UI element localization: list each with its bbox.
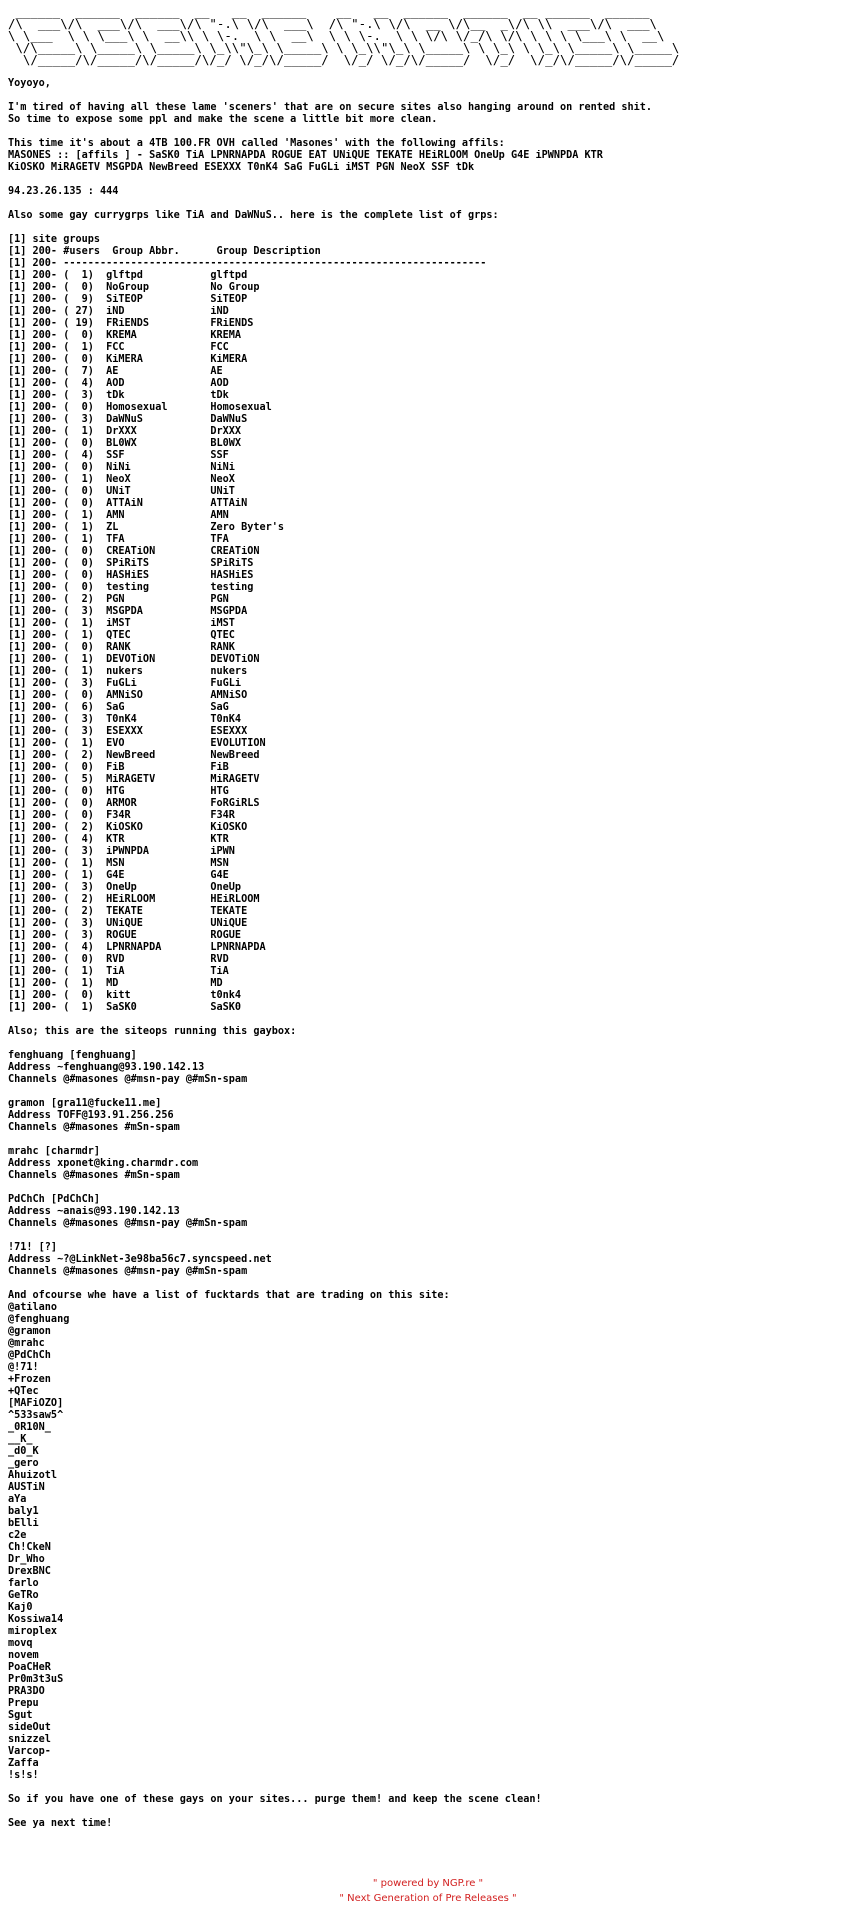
group-row: [1] 200- ( 19) FRiENDS FRiENDS xyxy=(8,318,254,329)
groups-header-title: [1] site groups xyxy=(8,234,101,245)
trader-nick: _0R10N_ xyxy=(8,1422,51,1433)
siteop-channels: Channels @#masones @#msn-pay @#mSn-spam xyxy=(8,1266,248,1277)
footer-powered-by: " powered by NGP.re " xyxy=(372,1878,484,1889)
group-row: [1] 200- ( 0) CREATiON CREATiON xyxy=(8,546,260,557)
siteop-entry xyxy=(8,1242,848,1290)
group-row: [1] 200- ( 1) iMST iMST xyxy=(8,618,235,629)
group-row: [1] 200- ( 2) KiOSKO KiOSKO xyxy=(8,822,248,833)
group-row: [1] 200- ( 5) MiRAGETV MiRAGETV xyxy=(8,774,260,785)
group-row: [1] 200- ( 1) FCC FCC xyxy=(8,342,229,353)
group-row: [1] 200- ( 0) RANK RANK xyxy=(8,642,235,653)
group-row: [1] 200- ( 0) testing testing xyxy=(8,582,254,593)
group-row: [1] 200- ( 4) LPNRNAPDA LPNRNAPDA xyxy=(8,942,266,953)
trader-nick: Zaffa xyxy=(8,1758,39,1769)
group-row: [1] 200- ( 0) F34R F34R xyxy=(8,810,235,821)
group-row: [1] 200- ( 0) BL0WX BL0WX xyxy=(8,438,242,449)
group-row: [1] 200- ( 1) SaSK0 SaSK0 xyxy=(8,1002,242,1013)
siteop-address: Address ~anais@93.190.142.13 xyxy=(8,1206,180,1217)
server-address: 94.23.26.135 : 444 xyxy=(8,186,119,197)
group-row: [1] 200- ( 1) EVO EVOLUTION xyxy=(8,738,266,749)
group-row: [1] 200- ( 3) iPWNPDA iPWN xyxy=(8,846,235,857)
group-row: [1] 200- ( 0) HASHiES HASHiES xyxy=(8,570,254,581)
groups-header-divider: [1] 200- --------------------------------------------------------------------- xyxy=(8,258,487,269)
intro-line-2: So time to expose some ppl and make the scene a little bit more clean. xyxy=(8,114,438,125)
siteop-spacer xyxy=(8,1134,848,1146)
trader-nick: GeTRo xyxy=(8,1590,39,1601)
group-row: [1] 200- ( 0) UNiT UNiT xyxy=(8,486,235,497)
group-row: [1] 200- ( 0) ARMOR FoRGiRLS xyxy=(8,798,260,809)
siteops-intro: Also; this are the siteops running this gaybox: xyxy=(8,1026,297,1037)
trader-nick: DrexBNC xyxy=(8,1566,51,1577)
trader-nick: Pr0m3t3uS xyxy=(8,1674,64,1685)
group-row: [1] 200- ( 3) MSGPDA MSGPDA xyxy=(8,606,248,617)
trader-nick: _d0_K xyxy=(8,1446,39,1457)
siteop-channels: Channels @#masones #mSn-spam xyxy=(8,1170,180,1181)
group-row: [1] 200- ( 3) DaWNuS DaWNuS xyxy=(8,414,248,425)
traders-intro: And ofcourse whe have a list of fucktards that are trading on this site: xyxy=(8,1290,450,1301)
trader-nick: !s!s! xyxy=(8,1770,39,1781)
greeting: Yoyoyo, xyxy=(8,78,51,89)
groups-header-columns: [1] 200- #users Group Abbr. Group Description xyxy=(8,246,321,257)
group-row: [1] 200- ( 1) AMN AMN xyxy=(8,510,229,521)
group-row: [1] 200- ( 1) ZL Zero Byter's xyxy=(8,522,285,533)
group-row: [1] 200- ( 1) MD MD xyxy=(8,978,223,989)
siteop-spacer xyxy=(8,1086,848,1098)
siteop-entry xyxy=(8,1194,848,1242)
trader-nick: Ch!CkeN xyxy=(8,1542,51,1553)
group-row: [1] 200- ( 4) AOD AOD xyxy=(8,378,229,389)
trader-nick: c2e xyxy=(8,1530,27,1541)
trader-nick: Kossiwa14 xyxy=(8,1614,64,1625)
siteop-spacer xyxy=(8,1182,848,1194)
group-row: [1] 200- ( 4) KTR KTR xyxy=(8,834,229,845)
siteop-entry xyxy=(8,1050,848,1098)
siteop-address: Address xponet@king.charmdr.com xyxy=(8,1158,199,1169)
trader-nick: Kaj0 xyxy=(8,1602,33,1613)
group-row: [1] 200- ( 0) HTG HTG xyxy=(8,786,229,797)
group-row: [1] 200- ( 1) DrXXX DrXXX xyxy=(8,426,242,437)
trader-nick: +Frozen xyxy=(8,1374,51,1385)
siteop-name: fenghuang [fenghuang] xyxy=(8,1050,137,1061)
trader-nick: Varcop- xyxy=(8,1746,51,1757)
trader-nick: Prepu xyxy=(8,1698,39,1709)
trader-nick: novem xyxy=(8,1650,39,1661)
site-footer xyxy=(0,1876,856,1906)
group-row: [1] 200- ( 0) Homosexual Homosexual xyxy=(8,402,272,413)
trader-nick: @atilano xyxy=(8,1302,58,1313)
trader-nick: Ahuizotl xyxy=(8,1470,58,1481)
footer-tagline: " Next Generation of Pre Releases " xyxy=(339,1893,517,1904)
purge-line: So if you have one of these gays on your sites... purge them! and keep the scene clean! xyxy=(8,1794,542,1805)
siteop-name: gramon [gra11@fucke11.me] xyxy=(8,1098,162,1109)
group-row: [1] 200- ( 1) nukers nukers xyxy=(8,666,248,677)
siteop-channels: Channels @#masones #mSn-spam xyxy=(8,1122,180,1133)
bye-line: See ya next time! xyxy=(8,1818,113,1829)
group-row: [1] 200- ( 4) SSF SSF xyxy=(8,450,229,461)
group-row: [1] 200- ( 1) QTEC QTEC xyxy=(8,630,235,641)
trader-nick: Dr_Who xyxy=(8,1554,45,1565)
intro-line-1: I'm tired of having all these lame 'sceners' that are on secure sites also hanging around on rented shit. xyxy=(8,102,653,113)
trader-nick: PRA3DO xyxy=(8,1686,45,1697)
affils-line-1: MASONES :: [affils ] - SaSK0 TiA LPNRNAPDA ROGUE EAT UNiQUE TEKATE HEiRLOOM OneUp G4E iPWNPDA KTR xyxy=(8,150,603,161)
group-row: [1] 200- ( 27) iND iND xyxy=(8,306,229,317)
siteop-address: Address ~fenghuang@93.190.142.13 xyxy=(8,1062,205,1073)
trader-nick: @fenghuang xyxy=(8,1314,70,1325)
group-row: [1] 200- ( 0) NoGroup No Group xyxy=(8,282,260,293)
group-row: [1] 200- ( 1) TiA TiA xyxy=(8,966,229,977)
trader-nick: bElli xyxy=(8,1518,39,1529)
intro-line-3: This time it's about a 4TB 100.FR OVH called 'Masones' with the following affils: xyxy=(8,138,505,149)
group-row: [1] 200- ( 3) OneUp OneUp xyxy=(8,882,242,893)
trader-nick: PoaCHeR xyxy=(8,1662,51,1673)
trader-nick: +QTec xyxy=(8,1386,39,1397)
group-row: [1] 200- ( 9) SiTEOP SiTEOP xyxy=(8,294,248,305)
group-row: [1] 200- ( 0) kitt t0nk4 xyxy=(8,990,242,1001)
trader-nick: movq xyxy=(8,1638,33,1649)
siteop-spacer xyxy=(8,1230,848,1242)
siteop-channels: Channels @#masones @#msn-pay @#mSn-spam xyxy=(8,1218,248,1229)
trader-nick: @PdChCh xyxy=(8,1350,51,1361)
trader-nick: farlo xyxy=(8,1578,39,1589)
trader-nick: snizzel xyxy=(8,1734,51,1745)
siteop-entry xyxy=(8,1146,848,1194)
group-row: [1] 200- ( 1) MSN MSN xyxy=(8,858,229,869)
group-row: [1] 200- ( 1) NeoX NeoX xyxy=(8,474,235,485)
affils-line-2: KiOSKO MiRAGETV MSGPDA NewBreed ESEXXX T0nK4 SaG FuGLi iMST PGN NeoX SSF tDk xyxy=(8,162,475,173)
group-row: [1] 200- ( 0) ATTAiN ATTAiN xyxy=(8,498,248,509)
trader-nick: __K_ xyxy=(8,1434,33,1445)
trader-nick: @!71! xyxy=(8,1362,39,1373)
group-row: [1] 200- ( 1) G4E G4E xyxy=(8,870,229,881)
group-row: [1] 200- ( 6) SaG SaG xyxy=(8,702,229,713)
trader-list xyxy=(8,1302,848,1782)
trader-nick: baly1 xyxy=(8,1506,39,1517)
trader-nick: [MAFiOZO] xyxy=(8,1398,64,1409)
group-row: [1] 200- ( 2) NewBreed NewBreed xyxy=(8,750,260,761)
trader-nick: aYa xyxy=(8,1494,27,1505)
siteop-address: Address TOFF@193.91.256.256 xyxy=(8,1110,174,1121)
trader-nick: _gero xyxy=(8,1458,39,1469)
siteop-spacer xyxy=(8,1278,848,1290)
trader-nick: Sgut xyxy=(8,1710,33,1721)
group-row: [1] 200- ( 3) T0nK4 T0nK4 xyxy=(8,714,242,725)
siteop-name: !71! [?] xyxy=(8,1242,58,1253)
groups-listing xyxy=(8,234,848,1014)
group-row: [1] 200- ( 3) ESEXXX ESEXXX xyxy=(8,726,248,737)
group-row: [1] 200- ( 0) KREMA KREMA xyxy=(8,330,242,341)
group-row: [1] 200- ( 3) tDk tDk xyxy=(8,390,229,401)
trader-nick: @mrahc xyxy=(8,1338,45,1349)
group-row: [1] 200- ( 3) FuGLi FuGLi xyxy=(8,678,242,689)
group-row: [1] 200- ( 0) FiB FiB xyxy=(8,762,229,773)
group-row: [1] 200- ( 0) NiNi NiNi xyxy=(8,462,235,473)
siteop-entry xyxy=(8,1098,848,1146)
group-row: [1] 200- ( 2) TEKATE TEKATE xyxy=(8,906,248,917)
groups-intro: Also some gay currygrps like TiA and DaWNuS.. here is the complete list of grps: xyxy=(8,210,499,221)
siteop-name: PdChCh [PdChCh] xyxy=(8,1194,101,1205)
group-row: [1] 200- ( 2) HEiRLOOM HEiRLOOM xyxy=(8,894,260,905)
group-row: [1] 200- ( 0) KiMERA KiMERA xyxy=(8,354,248,365)
group-row: [1] 200- ( 3) ROGUE ROGUE xyxy=(8,930,242,941)
trader-nick: miroplex xyxy=(8,1626,58,1637)
group-row: [1] 200- ( 0) AMNiSO AMNiSO xyxy=(8,690,248,701)
scene-notice-logo: ______ ______ ______ __ __ ______ __ __ ______ ______ __ ______ ______ /\ ___\/\ ___\/\ ___\/\ "-.\ \/\ ___\ /\ "-.\ \/\ __ \/\__ _\/\ \\ ___\/\ ___\ \ \___ \ \ \___\ \ __\\ \ \-. \ \ __\ \ \ \-. \ \ \/\ \/_/\ \/\ \ \ \ \___\ \ __\ \/\_____\ \_____\ \_____\ \_\\"\_\ \_____\ \ \_\\"\_\ \_____\ \ \_\ \ \_\ \_____\ \_____\ \/_____/\/_____/\/_____/\/_/ \/_/\/_____/ \/_/ \/_/\/_____/ \/_/ \/_/\/_____/\/_____/ xyxy=(8,4,680,67)
group-row: [1] 200- ( 0) SPiRiTS SPiRiTS xyxy=(8,558,254,569)
nfo-document xyxy=(8,6,848,1830)
siteop-list xyxy=(8,1050,848,1290)
trader-nick: @gramon xyxy=(8,1326,51,1337)
trader-nick: sideOut xyxy=(8,1722,51,1733)
group-row: [1] 200- ( 1) DEVOTiON DEVOTiON xyxy=(8,654,260,665)
siteop-name: mrahc [charmdr] xyxy=(8,1146,101,1157)
trader-nick: AUSTiN xyxy=(8,1482,45,1493)
group-row: [1] 200- ( 2) PGN PGN xyxy=(8,594,229,605)
group-row: [1] 200- ( 7) AE AE xyxy=(8,366,223,377)
group-row: [1] 200- ( 0) RVD RVD xyxy=(8,954,229,965)
group-row: [1] 200- ( 1) TFA TFA xyxy=(8,534,229,545)
siteop-address: Address ~?@LinkNet-3e98ba56c7.syncspeed.net xyxy=(8,1254,272,1265)
group-row: [1] 200- ( 1) glftpd glftpd xyxy=(8,270,248,281)
group-rows xyxy=(8,270,848,1014)
trader-nick: ^533saw5^ xyxy=(8,1410,64,1421)
group-row: [1] 200- ( 3) UNiQUE UNiQUE xyxy=(8,918,248,929)
siteop-channels: Channels @#masones @#msn-pay @#mSn-spam xyxy=(8,1074,248,1085)
